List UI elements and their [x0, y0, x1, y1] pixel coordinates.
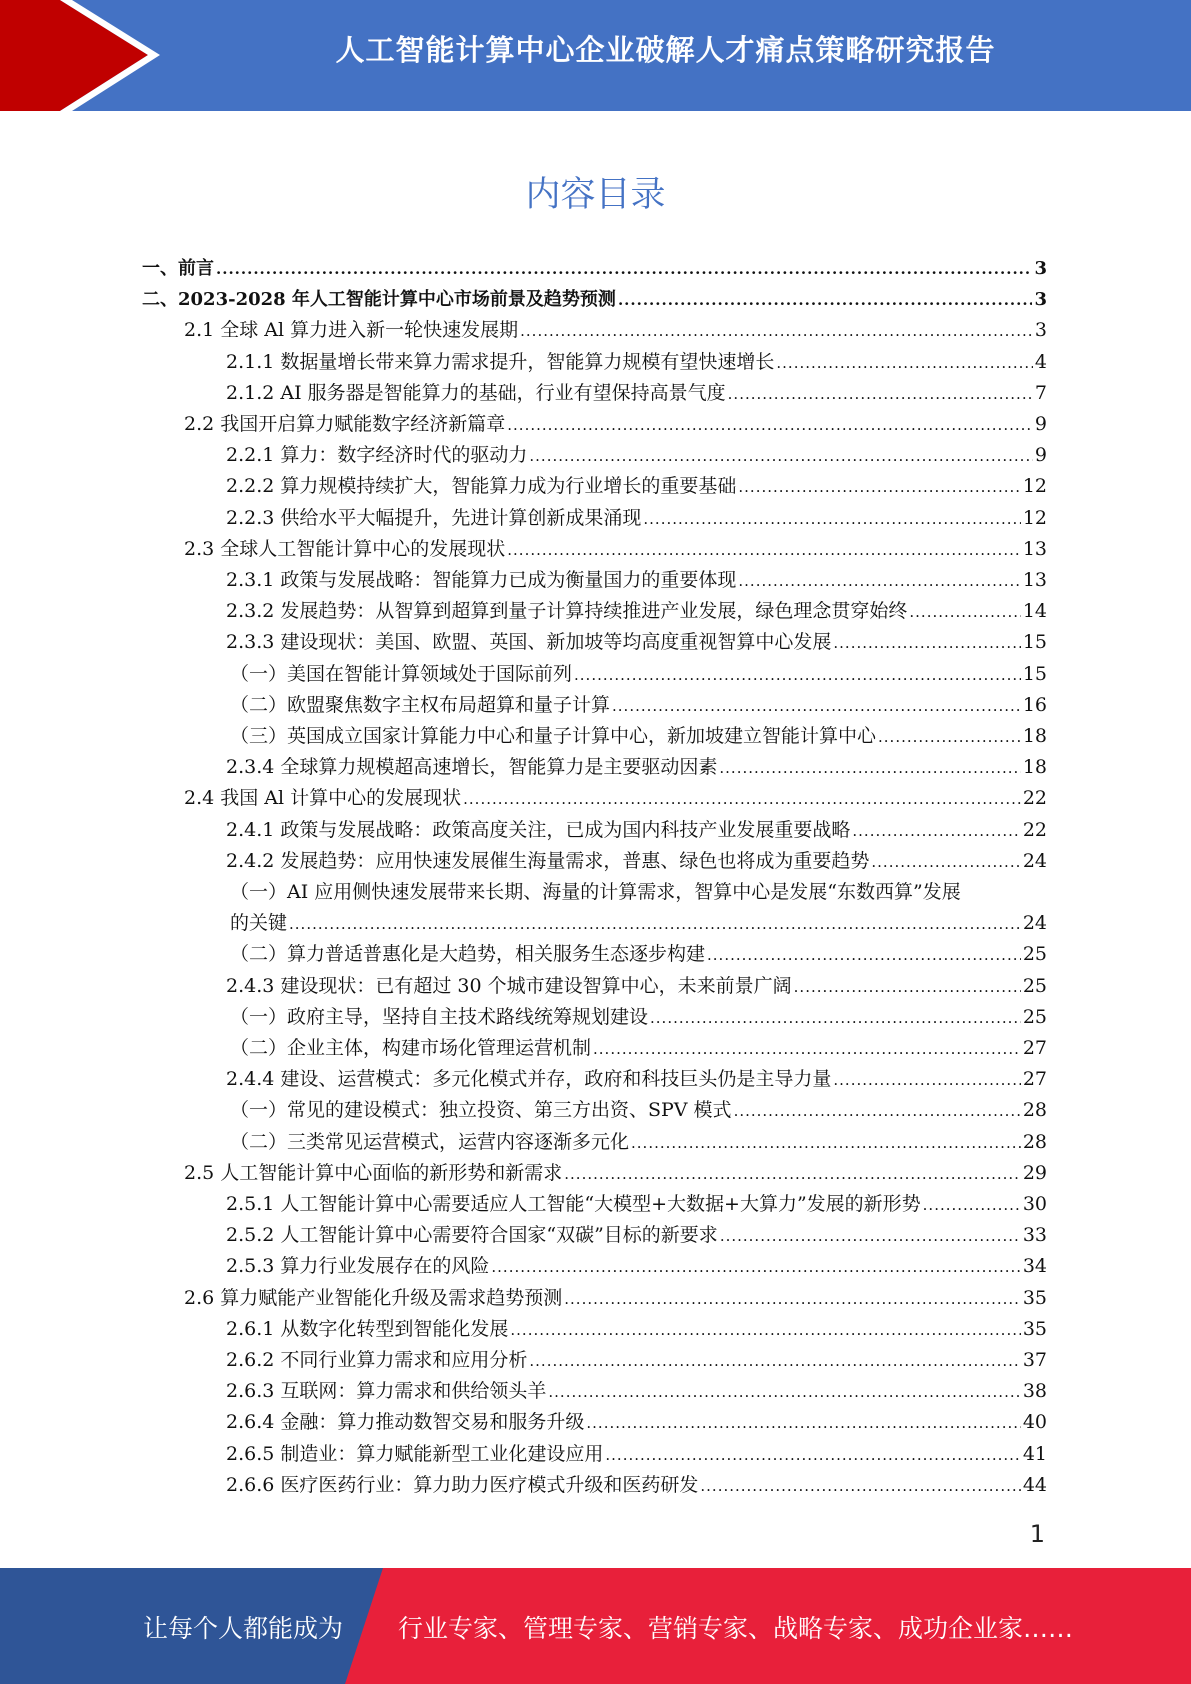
- toc-entry[interactable]: [226, 1407, 1047, 1438]
- toc-entry[interactable]: [184, 783, 1047, 814]
- toc-entry[interactable]: [226, 1251, 1047, 1282]
- toc-dot-leader: [643, 504, 1020, 535]
- toc-dot-leader: [650, 1003, 1021, 1034]
- toc-entry[interactable]: [230, 721, 1047, 752]
- toc-entry-page: 3: [1034, 289, 1047, 310]
- toc-entry[interactable]: [226, 971, 1047, 1002]
- toc-entry-page: 35: [1022, 1287, 1047, 1309]
- toc-dot-leader: [529, 441, 1033, 472]
- toc-dot-leader: [529, 1346, 1020, 1377]
- toc-dot-leader: [700, 1471, 1020, 1502]
- toc-entry-label: 2.1.1 数据量增长带来算力需求提升，智能算力规模有望快速增长: [226, 351, 775, 373]
- toc-entry-page: 4: [1034, 351, 1047, 373]
- toc-entry-label: 2.3.2 发展趋势：从智算到超算到量子计算持续推进产业发展，绿色理念贯穿始终: [226, 600, 908, 622]
- toc-entry-page: 33: [1022, 1224, 1047, 1246]
- toc-dot-leader: [734, 1096, 1021, 1127]
- toc-dot-leader: [833, 628, 1020, 659]
- toc-entry-label: 2.6.6 医疗医药行业：算力助力医疗模式升级和医药研发: [226, 1474, 699, 1496]
- toc-entry[interactable]: [230, 690, 1047, 721]
- footer-slogan-right: 行业专家、管理专家、营销专家、战略专家、成功企业家……: [398, 1614, 1074, 1643]
- toc-entry-page: 22: [1022, 787, 1047, 809]
- toc-entry-page: 9: [1034, 444, 1047, 466]
- toc-entry[interactable]: [226, 627, 1047, 658]
- toc-entry-page: 24: [1022, 912, 1047, 934]
- toc-entry-label: 2.2.3 供给水平大幅提升，先进计算创新成果涌现: [226, 507, 642, 529]
- toc-entry-page: 41: [1022, 1443, 1047, 1465]
- toc-entry[interactable]: [184, 1158, 1047, 1189]
- toc-entry-label: （二）算力普适普惠化是大趋势，相关服务生态逐步构建: [230, 943, 706, 965]
- toc-entry-page: 3: [1034, 319, 1047, 341]
- toc-entry-label: 2.3.1 政策与发展战略：智能算力已成为衡量国力的重要体现: [226, 569, 737, 591]
- toc-entry[interactable]: [226, 1376, 1047, 1407]
- toc-entry-label: 2.6.5 制造业：算力赋能新型工业化建设应用: [226, 1443, 604, 1465]
- toc-entry-page: 27: [1022, 1037, 1047, 1059]
- toc-dot-leader: [564, 1159, 1021, 1190]
- toc-entry-label: 的关键: [230, 912, 288, 934]
- toc-entry[interactable]: [230, 1095, 1047, 1126]
- toc-entry-page: 25: [1022, 943, 1047, 965]
- toc-dot-leader: [586, 1408, 1020, 1439]
- toc-entry-label: 2.1.2 AI 服务器是智能算力的基础，行业有望保持高景气度: [226, 382, 726, 404]
- toc-entry-label: 2.6.2 不同行业算力需求和应用分析: [226, 1349, 528, 1371]
- toc-entry[interactable]: [226, 440, 1047, 471]
- toc-entry-label: 2.4.4 建设、运营模式：多元化模式并存，政府和科技巨头仍是主导力量: [226, 1068, 832, 1090]
- toc-dot-leader: [593, 1034, 1021, 1065]
- toc-entry-page: 15: [1022, 631, 1047, 653]
- toc-dot-leader: [618, 285, 1033, 316]
- toc-dot-leader: [491, 1252, 1020, 1283]
- toc-entry-label: 2.1 全球 Al 算力进入新一轮快速发展期: [184, 319, 519, 341]
- toc-entry-page: 22: [1022, 819, 1047, 841]
- toc-entry[interactable]: [226, 1220, 1047, 1251]
- toc-dot-leader: [719, 753, 1020, 784]
- toc-entry-page: 29: [1022, 1162, 1047, 1184]
- toc-entry-label: （一）AI 应用侧快速发展带来长期、海量的计算需求，智算中心是发展“东数西算”发展: [230, 881, 961, 903]
- toc-entry[interactable]: [184, 315, 1047, 346]
- toc-entry-label: 一、前言: [142, 258, 214, 279]
- toc-entry-label: 2.5.3 算力行业发展存在的风险: [226, 1255, 490, 1277]
- toc-entry-label: 2.5.2 人工智能计算中心需要符合国家“双碳”目标的新要求: [226, 1224, 718, 1246]
- toc-entry-label: 2.4 我国 Al 计算中心的发展现状: [184, 787, 462, 809]
- toc-entry-page: 25: [1022, 1006, 1047, 1028]
- toc-entry-label: 2.6.1 从数字化转型到智能化发展: [226, 1318, 509, 1340]
- toc-entry-label: （三）英国成立国家计算能力中心和量子计算中心，新加坡建立智能计算中心: [230, 725, 877, 747]
- toc-entry[interactable]: [230, 659, 1047, 690]
- toc-entry[interactable]: [230, 1127, 1047, 1158]
- toc-entry-page: 9: [1034, 413, 1047, 435]
- toc-entry-page: 12: [1022, 507, 1047, 529]
- toc-dot-leader: [707, 940, 1021, 971]
- toc-entry-page: 30: [1022, 1193, 1047, 1215]
- toc-heading: 内容目录: [525, 175, 666, 215]
- toc-entry-page: 37: [1022, 1349, 1047, 1371]
- toc-entry-label: （一）美国在智能计算领域处于国际前列: [230, 663, 573, 685]
- toc-entry-label: 2.3 全球人工智能计算中心的发展现状: [184, 538, 506, 560]
- toc-entry[interactable]: [230, 1002, 1047, 1033]
- toc-dot-leader: [289, 909, 1021, 940]
- toc-entry-label: 2.2.2 算力规模持续扩大，智能算力成为行业增长的重要基础: [226, 475, 737, 497]
- toc-entry-label: 2.6.3 互联网：算力需求和供给领头羊: [226, 1380, 547, 1402]
- toc-dot-leader: [833, 1065, 1020, 1096]
- toc-entry-label: 2.3.4 全球算力规模超高速增长，智能算力是主要驱动因素: [226, 756, 718, 778]
- toc-entry[interactable]: [226, 1314, 1047, 1345]
- toc-entry-page: 13: [1022, 538, 1047, 560]
- toc-dot-leader: [510, 1315, 1020, 1346]
- toc-dot-leader: [794, 972, 1021, 1003]
- toc-entry-label: （二）三类常见运营模式，运营内容逐渐多元化: [230, 1131, 630, 1153]
- toc-entry[interactable]: [226, 471, 1047, 502]
- toc-entry-page: 28: [1022, 1099, 1047, 1121]
- toc-entry-page: 34: [1022, 1255, 1047, 1277]
- toc-dot-leader: [852, 816, 1020, 847]
- header-banner: [0, 0, 1191, 111]
- toc-entry-label: （一）常见的建设模式：独立投资、第三方出资、SPV 模式: [230, 1099, 732, 1121]
- toc-dot-leader: [720, 1221, 1021, 1252]
- toc-dot-leader: [605, 1440, 1020, 1471]
- toc-entry-label: （二）欧盟聚焦数字主权布局超算和量子计算: [230, 694, 611, 716]
- toc-entry-page: 16: [1022, 694, 1047, 716]
- toc-entry[interactable]: [230, 908, 1047, 939]
- toc-entry[interactable]: [226, 1470, 1047, 1501]
- footer-slogan-left: 让每个人都能成为: [143, 1614, 344, 1643]
- toc-entry-page: 13: [1022, 569, 1047, 591]
- toc-dot-leader: [923, 1190, 1021, 1221]
- toc-entry[interactable]: [184, 409, 1047, 440]
- toc-entry-page: 35: [1022, 1318, 1047, 1340]
- toc-entry[interactable]: [226, 1064, 1047, 1095]
- toc-entry[interactable]: [230, 1033, 1047, 1064]
- toc-entry-page: 14: [1022, 600, 1047, 622]
- toc-entry[interactable]: [184, 1283, 1047, 1314]
- toc-dot-leader: [520, 316, 1033, 347]
- toc-entry-page: 3: [1034, 258, 1047, 279]
- toc-entry[interactable]: [226, 1439, 1047, 1470]
- toc-entry-page: 25: [1022, 975, 1047, 997]
- toc-entry-label: （一）政府主导，坚持自主技术路线统筹规划建设: [230, 1006, 649, 1028]
- toc-entry[interactable]: [142, 284, 1047, 315]
- toc-entry-page: 12: [1022, 475, 1047, 497]
- toc-entry[interactable]: [230, 939, 1047, 970]
- toc-dot-leader: [507, 535, 1021, 566]
- toc-dot-leader: [574, 660, 1021, 691]
- toc-entry-label: 2.3.3 建设现状：美国、欧盟、英国、新加坡等均高度重视智算中心发展: [226, 631, 832, 653]
- toc-entry-label: 2.6.4 金融：算力推动数智交易和服务升级: [226, 1411, 585, 1433]
- toc-entry-label: 2.4.1 政策与发展战略：政策高度关注，已成为国内科技产业发展重要战略: [226, 819, 851, 841]
- toc-entry-label: 2.2 我国开启算力赋能数字经济新篇章: [184, 413, 506, 435]
- toc-entry-label: 2.4.2 发展趋势：应用快速发展催生海量需求，普惠、绿色也将成为重要趋势: [226, 850, 870, 872]
- toc-dot-leader: [728, 379, 1033, 410]
- toc-entry[interactable]: [226, 596, 1047, 627]
- toc-entry-page: 40: [1022, 1411, 1047, 1433]
- toc-entry-label: 2.2.1 算力：数字经济时代的驱动力: [226, 444, 528, 466]
- toc-entry[interactable]: [226, 1345, 1047, 1376]
- toc-entry[interactable]: [226, 1189, 1047, 1220]
- toc-entry[interactable]: [142, 253, 1047, 284]
- toc-entry-page: 15: [1022, 663, 1047, 685]
- toc-entry-label: （二）企业主体，构建市场化管理运营机制: [230, 1037, 592, 1059]
- toc-dot-leader: [507, 410, 1033, 441]
- toc-dot-leader: [612, 691, 1021, 722]
- toc-dot-leader: [738, 566, 1020, 597]
- toc-entry-page: 24: [1022, 850, 1047, 872]
- toc-entry-label: 2.6 算力赋能产业智能化升级及需求趋势预测: [184, 1287, 563, 1309]
- toc-entry[interactable]: [226, 752, 1047, 783]
- toc-entry-page: 18: [1022, 725, 1047, 747]
- toc-dot-leader: [909, 597, 1020, 628]
- toc-entry-label: 二、2023-2028 年人工智能计算中心市场前景及趋势预测: [142, 289, 616, 310]
- toc-entry-page: 44: [1022, 1474, 1047, 1496]
- toc-entry[interactable]: [226, 378, 1047, 409]
- toc-entry-page: 28: [1022, 1131, 1047, 1153]
- report-title: 人工智能计算中心企业破解人才痛点策略研究报告: [335, 33, 996, 67]
- toc-entry[interactable]: [226, 815, 1047, 846]
- toc-entry-label: 2.4.3 建设现状：已有超过 30 个城市建设智算中心，未来前景广阔: [226, 975, 792, 997]
- toc-entry[interactable]: [226, 846, 1047, 877]
- toc-dot-leader: [564, 1284, 1021, 1315]
- toc-dot-leader: [871, 847, 1020, 878]
- toc-entry[interactable]: [226, 503, 1047, 534]
- toc-dot-leader: [463, 784, 1021, 815]
- toc-entry-page: 7: [1034, 382, 1047, 404]
- toc-dot-leader: [631, 1128, 1021, 1159]
- toc-entry-page: 27: [1022, 1068, 1047, 1090]
- toc-entry[interactable]: [226, 565, 1047, 596]
- toc-entry-page: 38: [1022, 1380, 1047, 1402]
- toc-entry-label: 2.5 人工智能计算中心面临的新形势和新需求: [184, 1162, 563, 1184]
- toc-dot-leader: [878, 722, 1021, 753]
- toc-dot-leader: [548, 1377, 1020, 1408]
- toc-entry-page: 18: [1022, 756, 1047, 778]
- toc-entry-label: 2.5.1 人工智能计算中心需要适应人工智能“大模型+大数据+大算力”发展的新形势: [226, 1193, 921, 1215]
- toc-dot-leader: [216, 254, 1032, 285]
- toc-dot-leader: [738, 472, 1020, 503]
- toc-dot-leader: [776, 348, 1033, 379]
- toc-entry[interactable]: [226, 347, 1047, 378]
- footer-banner: [0, 1568, 1191, 1684]
- page-number: 1: [1029, 1520, 1045, 1548]
- toc-entry[interactable]: [184, 534, 1047, 565]
